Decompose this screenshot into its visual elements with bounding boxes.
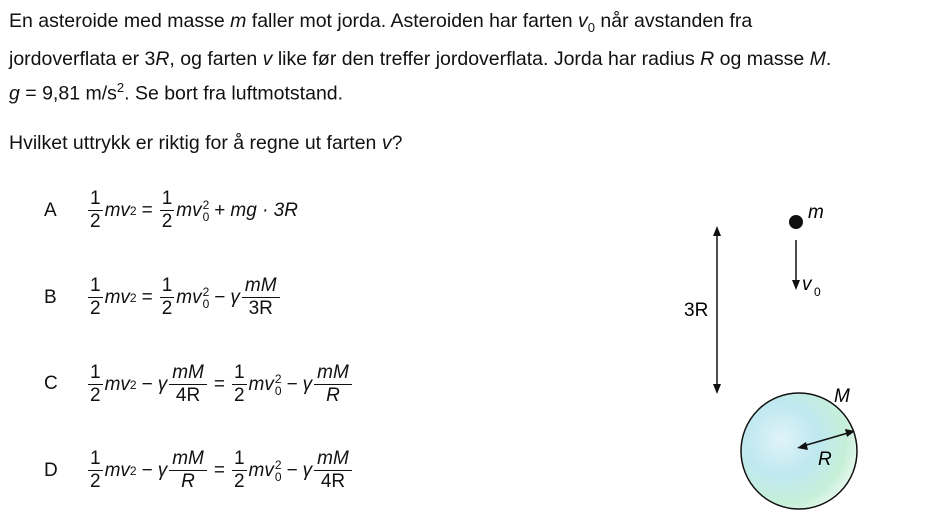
term: mv: [104, 199, 130, 221]
velocity-arrow: [792, 240, 800, 290]
text: .: [825, 48, 832, 70]
option-d-equation[interactable]: $\frac{1}{2}$ mv 2 − γ $\frac{mM}{R}$ = $\frac{1}{2}$ mv 2 0 − γ $\frac{mM}{4R}$: [86, 448, 354, 493]
text: ?: [391, 132, 403, 154]
option-c-equation[interactable]: $\frac{1}{2}$ mv 2 − γ $\frac{mM}{4R}$ = $\frac{1}{2}$ mv 2 0 − γ $\frac{mM}{R}$: [86, 362, 354, 407]
term: mg · 3R: [230, 199, 298, 221]
text: like før den treffer jordoverflata. Jorda har radius: [272, 48, 701, 70]
sub-0: 0: [587, 19, 596, 35]
text: . Se bort fra luftmotstand.: [124, 82, 344, 105]
sup-2: 2: [116, 80, 125, 95]
fraction: $\frac{1}{2}$: [161, 188, 173, 232]
var-g: g: [9, 82, 20, 105]
label-m: m: [808, 202, 824, 223]
option-b-letter[interactable]: B: [44, 287, 57, 308]
label-R: R: [818, 449, 832, 470]
label-M: M: [834, 386, 850, 407]
text: = 9,81 m/s: [19, 82, 117, 105]
label-v-sub: 0: [814, 285, 821, 299]
text: , og farten: [169, 48, 263, 70]
option-d-letter[interactable]: D: [44, 460, 58, 481]
label-v: v: [802, 274, 812, 295]
var-M: M: [809, 48, 826, 70]
question-text: Hvilket uttrykk er riktig for å regne ut farten: [9, 132, 382, 154]
option-c-letter[interactable]: C: [44, 373, 58, 394]
label-3R: 3R: [684, 300, 709, 321]
var-R: R: [155, 48, 170, 70]
option-a-letter[interactable]: A: [44, 200, 57, 221]
text: jordoverflata er 3: [9, 48, 156, 70]
earth-circle: [741, 393, 857, 509]
var-m: m: [230, 10, 247, 32]
var-v: v: [578, 10, 588, 32]
var-R: R: [700, 48, 715, 70]
var-v: v: [381, 132, 392, 154]
distance-arrow-3R: [713, 226, 721, 394]
text: En asteroide med masse: [9, 10, 231, 32]
text: faller mot jorda. Asteroiden har farten: [246, 10, 579, 32]
asteroid-dot: [789, 215, 803, 229]
text: når avstanden fra: [595, 10, 753, 32]
text: og masse: [714, 48, 810, 70]
var-v: v: [262, 48, 273, 70]
fraction: $\frac{1}{2}$: [90, 188, 101, 232]
option-a-equation[interactable]: $\frac{1}{2}$ mv 2 = $\frac{1}{2}$ mv 2 0 + mg · 3R: [90, 188, 298, 232]
option-b-equation[interactable]: $\frac{1}{2}$ mv 2 = $\frac{1}{2}$ mv 2 0 − γ $\frac{mM}{3R}$: [86, 275, 282, 320]
